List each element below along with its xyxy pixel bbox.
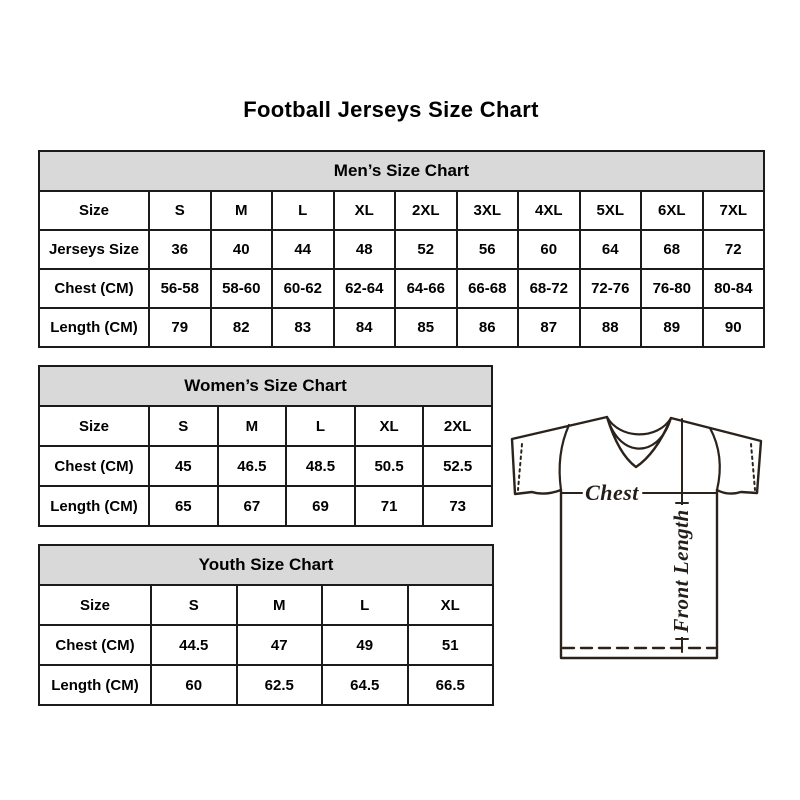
size-cell: 48 [334,230,396,269]
size-cell: S [149,406,218,446]
row-label: Size [39,585,151,625]
size-cell: 66.5 [408,665,494,705]
size-cell: 72-76 [580,269,642,308]
size-cell: 40 [211,230,273,269]
row-label: Chest (CM) [39,269,149,308]
size-cell: 62-64 [334,269,396,308]
size-cell: M [237,585,323,625]
size-cell: L [286,406,355,446]
row-label: Length (CM) [39,665,151,705]
table-row [39,269,764,308]
size-cell: 49 [322,625,408,665]
size-cell: 76-80 [641,269,703,308]
size-cell: 73 [423,486,492,526]
size-cell: 64 [580,230,642,269]
size-cell: 64-66 [395,269,457,308]
row-label: Length (CM) [39,486,149,526]
size-cell: 50.5 [355,446,424,486]
jersey-outline [512,417,761,658]
page-title: Football Jerseys Size Chart [243,97,539,122]
row-label: Chest (CM) [39,446,149,486]
size-cell: 3XL [457,191,519,230]
table-row [39,585,493,625]
youth-size-table [38,544,494,706]
size-cell: 52 [395,230,457,269]
size-cell: 87 [518,308,580,347]
size-cell: L [272,191,334,230]
size-cell: 2XL [395,191,457,230]
row-label: Chest (CM) [39,625,151,665]
size-cell: 66-68 [457,269,519,308]
size-cell: XL [334,191,396,230]
womens-table-header: Women’s Size Chart [39,366,492,406]
size-cell: 79 [149,308,211,347]
size-cell: 60-62 [272,269,334,308]
size-cell: S [151,585,237,625]
size-cell: 45 [149,446,218,486]
jersey-measurement-diagram [504,396,768,672]
size-cell: 46.5 [218,446,287,486]
row-label: Jerseys Size [39,230,149,269]
size-cell: 60 [518,230,580,269]
size-cell: 60 [151,665,237,705]
row-label: Size [39,191,149,230]
collar-back-arc [607,417,671,434]
size-cell: XL [355,406,424,446]
size-cell: 68 [641,230,703,269]
size-cell: 56 [457,230,519,269]
size-cell: 64.5 [322,665,408,705]
size-cell: 84 [334,308,396,347]
size-cell: 85 [395,308,457,347]
front-length-label: Front Length [669,509,693,633]
size-cell: 89 [641,308,703,347]
size-cell: 2XL [423,406,492,446]
row-label: Length (CM) [39,308,149,347]
size-cell: 51 [408,625,494,665]
size-cell: 48.5 [286,446,355,486]
size-cell: 62.5 [237,665,323,705]
size-cell: 88 [580,308,642,347]
row-label: Size [39,406,149,446]
table-row [39,625,493,665]
table-row [39,665,493,705]
size-cell: 7XL [703,191,765,230]
size-cell: XL [408,585,494,625]
size-cell: 65 [149,486,218,526]
size-cell: 6XL [641,191,703,230]
size-cell: 44.5 [151,625,237,665]
size-cell: M [218,406,287,446]
size-cell: 86 [457,308,519,347]
jersey-icon [504,396,768,672]
size-cell: 44 [272,230,334,269]
size-cell: 68-72 [518,269,580,308]
size-cell: L [322,585,408,625]
size-cell: 5XL [580,191,642,230]
size-cell: 72 [703,230,765,269]
size-cell: 4XL [518,191,580,230]
size-cell: 80-84 [703,269,765,308]
chest-label: Chest [585,480,639,505]
size-cell: 90 [703,308,765,347]
size-cell: 83 [272,308,334,347]
size-cell: S [149,191,211,230]
table-row [39,191,764,230]
table-row [39,486,492,526]
size-cell: 52.5 [423,446,492,486]
table-row [39,230,764,269]
size-cell: 82 [211,308,273,347]
size-cell: 36 [149,230,211,269]
table-row [39,308,764,347]
mens-size-table [38,150,765,348]
youth-table-header: Youth Size Chart [39,545,493,585]
size-cell: 69 [286,486,355,526]
size-cell: 67 [218,486,287,526]
size-cell: 56-58 [149,269,211,308]
table-row [39,406,492,446]
size-cell: M [211,191,273,230]
size-cell: 47 [237,625,323,665]
table-row [39,446,492,486]
womens-size-table [38,365,493,527]
mens-table-header: Men’s Size Chart [39,151,764,191]
size-cell: 58-60 [211,269,273,308]
size-cell: 71 [355,486,424,526]
